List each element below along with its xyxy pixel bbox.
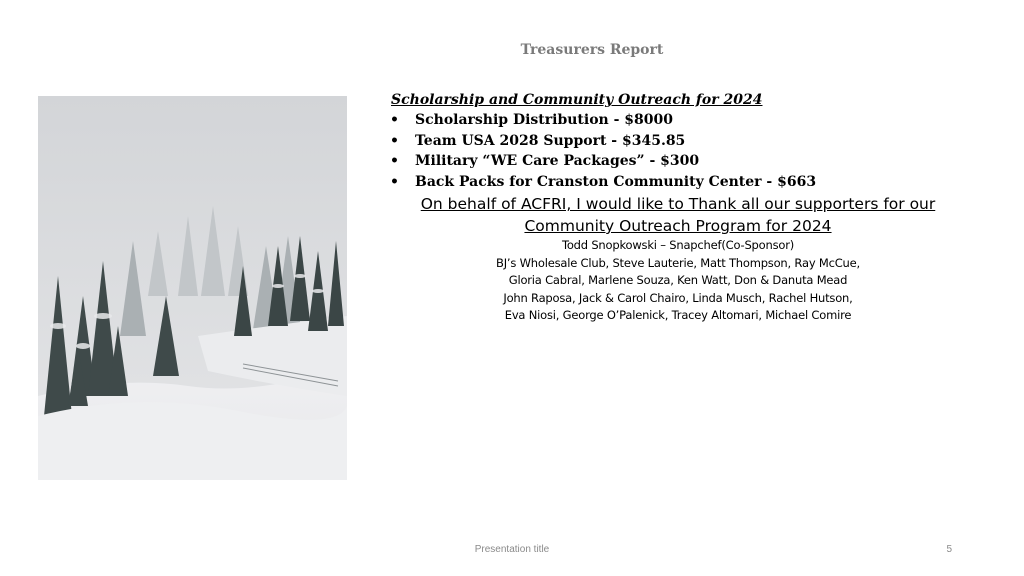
list-item — [390, 131, 950, 152]
supporter-line: Todd Snopkowski – Snapchef(Co-Sponsor) — [561, 238, 795, 252]
supporter-line: Eva Niosi, George O’Palenick, Tracey Altomari, Michael Comire — [504, 308, 852, 323]
list-item-text: Military “WE Care Packages” - $300 — [415, 153, 700, 169]
bullet-icon: • — [390, 132, 399, 149]
section-heading: Scholarship and Community Outreach for 2024 — [391, 92, 763, 108]
page-number: 5 — [946, 544, 952, 555]
list-item-text: Scholarship Distribution - $8000 — [415, 112, 673, 128]
bullet-icon: • — [390, 173, 399, 190]
thanks-message — [398, 193, 958, 237]
list-item — [390, 172, 950, 193]
snowy-forest-image — [38, 96, 347, 480]
list-item-text: Team USA 2028 Support - $345.85 — [415, 132, 686, 149]
supporter-line: John Raposa, Jack & Carol Chairo, Linda Musch, Rachel Hutson, — [503, 290, 853, 305]
list-item — [390, 151, 950, 172]
slide-title: Treasurers Report — [520, 42, 664, 58]
list-item-text: Back Packs for Cranston Community Center - $663 — [415, 173, 817, 190]
supporter-line: Gloria Cabral, Marlene Souza, Ken Watt, Don & Danuta Mead — [508, 273, 848, 288]
list-item — [390, 110, 950, 131]
slide-content — [390, 92, 950, 325]
snowy-forest-photo — [38, 96, 347, 480]
bullet-icon: • — [390, 153, 399, 169]
supporter-line: BJ’s Wholesale Club, Steve Lauterie, Matt Thompson, Ray McCue, — [496, 255, 860, 270]
supporters-list — [398, 237, 958, 325]
thanks-line: On behalf of ACFRI, I would like to Thank all our supporters for our — [420, 195, 936, 213]
expense-list — [390, 110, 950, 192]
thanks-line: Community Outreach Program for 2024 — [524, 217, 832, 235]
bullet-icon: • — [390, 112, 399, 128]
footer-presentation-title: Presentation title — [474, 544, 550, 555]
